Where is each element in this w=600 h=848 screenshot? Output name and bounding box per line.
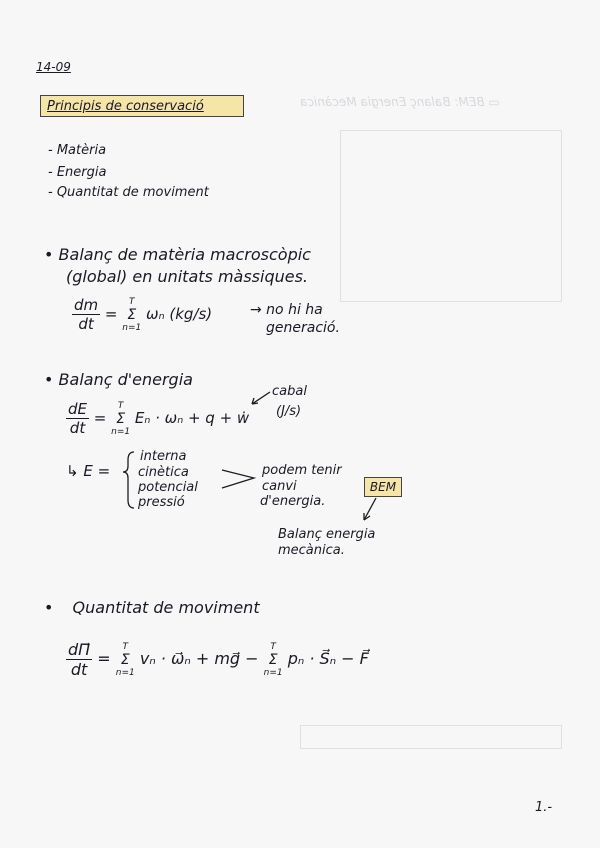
sigma-symbol: Σ [268,651,278,668]
sum-upper-limit: T [129,296,135,307]
equals-sign: = [97,649,116,668]
momentum-rhs-part1: vₙ · ω⃗ₙ + mg⃗ − [139,649,259,668]
date-label: 14-09 [36,60,71,74]
list-dash: - [48,165,57,180]
energy-component-interna: interna [140,449,187,464]
page-number: 1.- [535,800,553,815]
sum-lower-limit: n=1 [263,667,283,678]
energy-rhs: Eₙ · ωₙ + q + ẇ [134,409,250,427]
energy-change-line2: canvi [262,479,297,494]
energy-change-line3: d'energia. [260,494,326,509]
list-dash: - [48,143,57,158]
bem-badge: BEM [364,477,402,497]
mass-lhs-num: dm [74,296,99,314]
cabal-arrow [252,392,270,404]
bullet: • [44,245,54,264]
sum-upper-limit: T [270,641,276,652]
list-item-label: Matèria [56,143,107,158]
energy-definition: ↳ E = [66,462,111,480]
momentum-heading-text: Quantitat de moviment [72,598,260,617]
energy-heading-text: Balanç d'energia [58,370,193,389]
energy-component-cinetica: cinètica [138,465,189,480]
mass-lhs-den: dt [78,315,94,333]
equals-sign: = [93,409,112,427]
change-pointer [222,470,254,488]
list-dash: - [48,185,57,200]
sum-lower-limit: n=1 [122,322,142,333]
energy-component-potencial: potencial [138,480,198,495]
sum-lower-limit: n=1 [115,667,135,678]
momentum-rhs-part2: pₙ · S⃗ₙ − F⃗ [287,649,369,668]
components-brace [123,452,134,508]
list-item-label: Energia [56,165,107,180]
mass-note-line1: → no hi ha [250,302,323,318]
sum-upper-limit: T [117,400,124,411]
bem-note-line1: Balanç energia [278,527,376,542]
mass-heading-line2: (global) en unitats màssiques. [66,267,309,286]
sigma-symbol: Σ [127,306,137,323]
bleed-through-heading: ▭ BEM: Balanç Energia Mecànica [300,95,500,109]
energy-component-pressio: pressió [138,495,185,510]
sigma-symbol: Σ [120,651,130,668]
momentum-lhs-num: dΠ⃗ [68,640,91,659]
bem-note-line2: mecànica. [278,543,345,558]
bullet: • [44,598,54,617]
cabal-label: cabal [272,384,307,399]
sum-lower-limit: n=1 [111,426,131,437]
energy-units: (J/s) [276,404,302,419]
mass-rhs: ωₙ (kg/s) [146,305,213,323]
sum-upper-limit: T [122,641,129,652]
energy-lhs-num: dE [68,400,87,418]
sigma-symbol: Σ [116,410,126,427]
page-title-text: Principis de conservació [47,99,204,114]
momentum-lhs-den: dt [70,660,88,679]
mass-note-line2: generació. [266,320,340,336]
energy-change-line1: podem tenir [262,463,342,478]
equals-sign: = [104,305,123,323]
energy-lhs-den: dt [69,419,86,437]
mass-heading-line1: Balanç de matèria macroscòpic [58,245,311,264]
bullet: • [44,370,54,389]
list-item-label: Quantitat de moviment [56,185,209,200]
